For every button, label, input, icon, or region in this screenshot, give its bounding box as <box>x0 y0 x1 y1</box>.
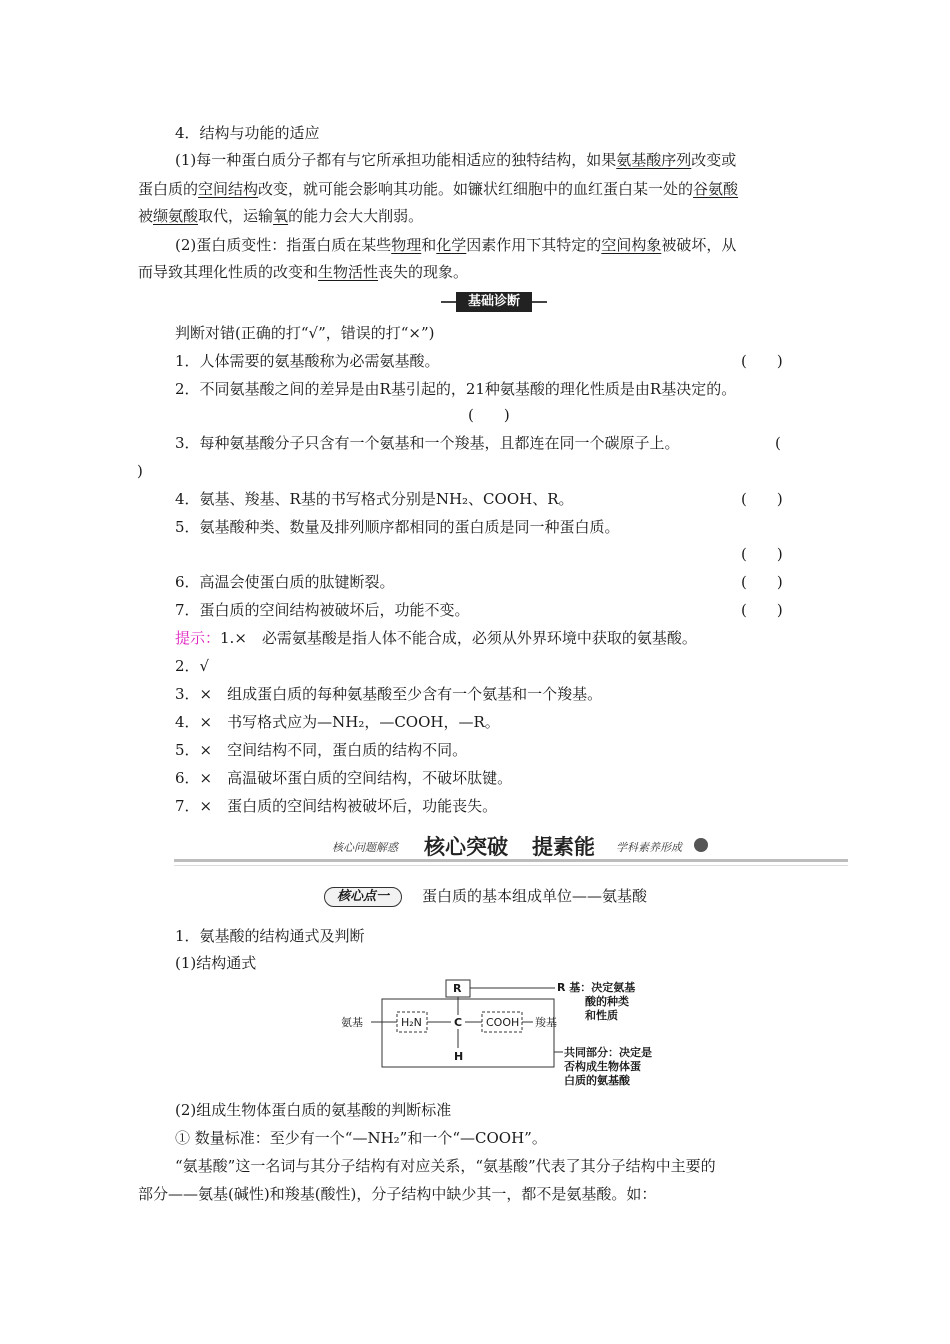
answer-parens: ( ) <box>741 601 783 619</box>
question-item: 4．氨基、羧基、R基的书写格式分别是NH₂、COOH、R。 <box>175 490 574 508</box>
hint-label: 提示： <box>175 629 221 647</box>
hydrogen-atom: H <box>454 1050 464 1063</box>
answer-paren-close: ) <box>137 462 143 480</box>
question-item: 3．每种氨基酸分子只含有一个氨基和一个羧基，且都连在同一个碳原子上。 <box>175 434 680 452</box>
answer-parens: ( ) <box>741 573 783 591</box>
banner-right-text: 学科素养形成 <box>616 841 682 854</box>
instruction-text: 判断对错(正确的打“√”，错误的打“×”) <box>175 324 435 342</box>
hint-line: 5．× 空间结构不同，蛋白质的结构不同。 <box>175 741 468 759</box>
paragraph-line: (1)每一种蛋白质分子都有与它所承担功能相适应的独特结构，如果氨基酸序列改变或 <box>175 151 737 169</box>
question-item: 6．高温会使蛋白质的肽键断裂。 <box>175 573 395 591</box>
core-point-badge: 核心点一 <box>324 886 402 906</box>
answer-parens: ( ) <box>741 352 783 370</box>
amino-label: 氨基 <box>341 1016 363 1029</box>
paragraph-line: 而导致其理化性质的改变和生物活性丧失的现象。 <box>138 263 469 281</box>
answer-paren-open: ( <box>775 434 781 452</box>
banner-title-2: 提素能 <box>532 835 595 859</box>
hint-line: 4．× 书写格式应为—NH₂，—COOH，—R。 <box>175 713 500 731</box>
answer-parens: ( ) <box>741 490 783 508</box>
question-item: 5．氨基酸种类、数量及排列顺序都相同的蛋白质是同一种蛋白质。 <box>175 518 620 536</box>
common-note-line: 共同部分：决定是 <box>564 1046 652 1059</box>
answer-blank: 生物活性 <box>318 263 379 281</box>
section-banner <box>174 828 848 866</box>
section-badge <box>440 292 548 312</box>
r-note-line: 酸的种类 <box>585 995 629 1008</box>
answer-parens: ( ) <box>468 406 510 424</box>
answer-parens: ( ) <box>741 545 783 563</box>
r-group: R <box>453 982 462 995</box>
answer-blank: 氧 <box>273 207 289 225</box>
answer-blank: 物理 <box>391 236 422 254</box>
paragraph-line: 蛋白质的空间结构改变，就可能会影响其功能。如镰状红细胞中的血红蛋白某一处的谷氨酸 <box>138 180 739 198</box>
carboxyl-label: 羧基 <box>535 1016 557 1029</box>
subheading: 1．氨基酸的结构通式及判断 <box>175 927 365 945</box>
amino-group: H₂N <box>401 1016 422 1029</box>
question-item: 2．不同氨基酸之间的差异是由R基引起的，21种氨基酸的理化性质是由R基决定的。 <box>175 380 737 398</box>
answer-blank: 空间构象 <box>601 236 662 254</box>
answer-blank: 缬氨酸 <box>153 207 199 225</box>
paragraph-line: 部分——氨基(碱性)和羧基(酸性)，分子结构中缺少其一，都不是氨基酸。如： <box>138 1185 657 1203</box>
central-carbon: C <box>454 1016 463 1029</box>
amino-acid-formula-diagram <box>335 978 655 1090</box>
common-note-line: 白质的氨基酸 <box>564 1074 630 1087</box>
question-item: 7．蛋白质的空间结构被破坏后，功能不变。 <box>175 601 470 619</box>
subheading: (2)组成生物体蛋白质的氨基酸的判断标准 <box>175 1101 452 1119</box>
answer-blank: 化学 <box>436 236 467 254</box>
paragraph-line: 被缬氨酸取代，运输氧的能力会大大削弱。 <box>138 207 424 225</box>
r-note-line: R 基：决定氨基 <box>557 981 636 994</box>
paragraph-line: (2)蛋白质变性：指蛋白质在某些物理和化学因素作用下其特定的空间构象被破坏，从 <box>175 236 737 254</box>
answer-blank: 空间结构 <box>198 180 259 198</box>
r-note-line: 和性质 <box>585 1009 618 1022</box>
arrow-circle-icon <box>694 838 708 852</box>
hint-line: 6．× 高温破坏蛋白质的空间结构，不破坏肽键。 <box>175 769 513 787</box>
answer-blank: 谷氨酸 <box>693 180 739 198</box>
subheading: (1)结构通式 <box>175 954 257 972</box>
carboxyl-group: COOH <box>486 1016 520 1029</box>
hint-line: 提示：1.× 必需氨基酸是指人体不能合成，必须从外界环境中获取的氨基酸。 <box>175 629 697 647</box>
section-heading: 4．结构与功能的适应 <box>175 124 320 142</box>
hint-line: 3．× 组成蛋白质的每种氨基酸至少含有一个氨基和一个羧基。 <box>175 685 603 703</box>
core-point-title: 蛋白质的基本组成单位——氨基酸 <box>422 887 648 905</box>
badge-label: 基础诊断 <box>456 292 532 312</box>
answer-blank: 氨基酸序列 <box>616 151 692 169</box>
criterion-text: ① 数量标准：至少有一个“—NH₂”和一个“—COOH”。 <box>175 1129 547 1147</box>
question-item: 1．人体需要的氨基酸称为必需氨基酸。 <box>175 352 440 370</box>
banner-left-text: 核心问题解惑 <box>332 841 398 854</box>
common-note-line: 否构成生物体蛋 <box>564 1060 641 1073</box>
hint-line: 2．√ <box>175 657 210 675</box>
banner-title-1: 核心突破 <box>424 835 508 859</box>
hint-line: 7．× 蛋白质的空间结构被破坏后，功能丧失。 <box>175 797 498 815</box>
paragraph-line: “氨基酸”这一名词与其分子结构有对应关系，“氨基酸”代表了其分子结构中主要的 <box>175 1157 716 1175</box>
